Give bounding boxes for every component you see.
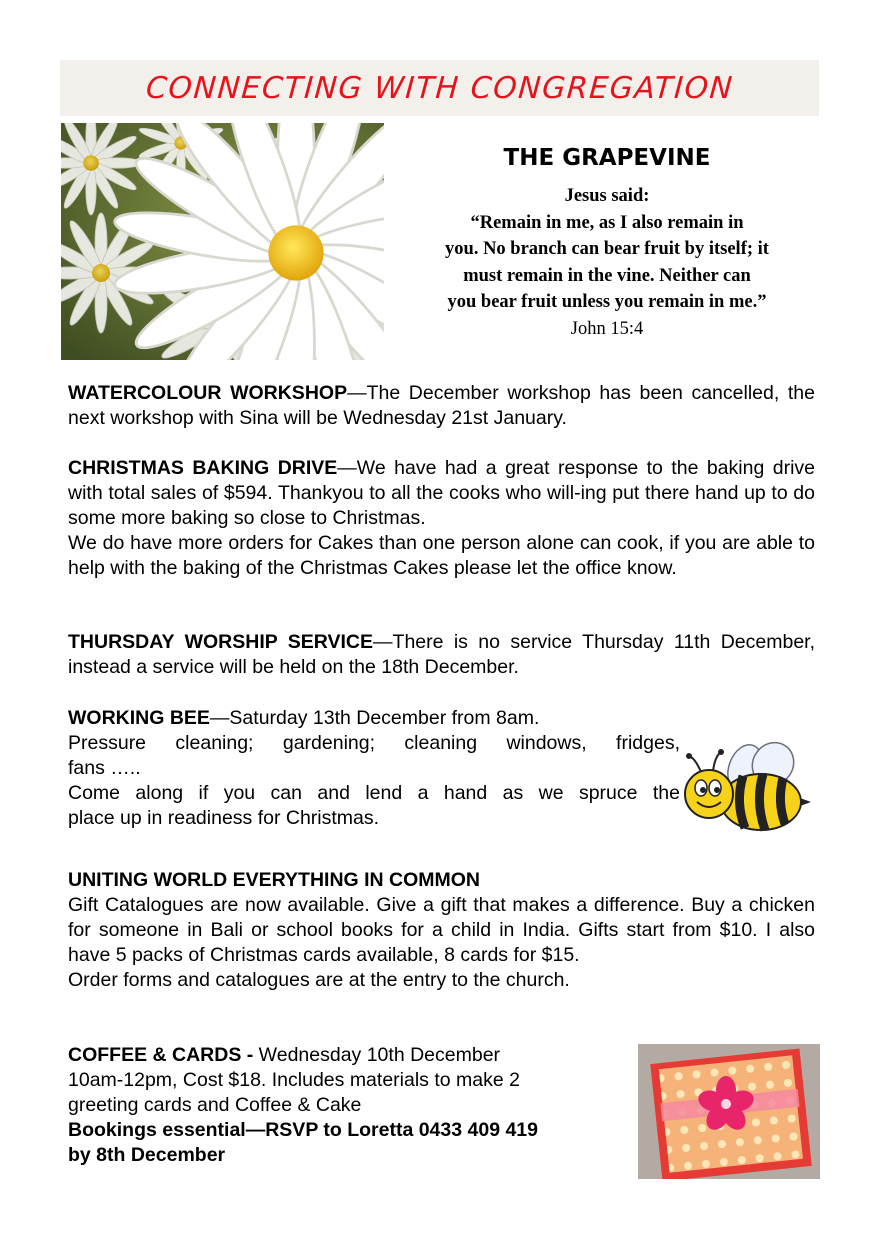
greeting-card-image bbox=[638, 1044, 820, 1179]
coffee-line: Wednesday 10th December bbox=[258, 1044, 501, 1066]
watercolour-heading: WATERCOLOUR WORKSHOP bbox=[68, 382, 348, 404]
grapevine-title: THE GRAPEVINE bbox=[503, 145, 711, 171]
thursday-section bbox=[68, 630, 815, 680]
watercolour-body: —The December workshop has been cancelled, the next workshop with Sina will be Wednesday 21st January. bbox=[68, 382, 815, 429]
scripture-line: you bear fruit unless you remain in me.” bbox=[447, 292, 767, 312]
daisy-image bbox=[61, 123, 384, 360]
grapevine-section bbox=[398, 145, 816, 342]
coffee-deadline: by 8th December bbox=[68, 1144, 226, 1166]
bee-icon bbox=[683, 740, 815, 836]
baking-heading: CHRISTMAS BAKING DRIVE bbox=[68, 457, 338, 479]
scripture-line: “Remain in me, as I also remain in bbox=[470, 212, 744, 233]
coffee-section bbox=[68, 1043, 638, 1168]
greeting-card-photo bbox=[638, 1044, 820, 1179]
scripture-intro: Jesus said: bbox=[564, 186, 650, 206]
working-bee-section bbox=[68, 706, 680, 831]
working-bee-heading: WORKING BEE bbox=[68, 707, 210, 729]
coffee-heading: COFFEE & CARDS - bbox=[68, 1044, 259, 1066]
uniting-heading: UNITING WORLD EVERYTHING IN COMMON bbox=[68, 869, 481, 891]
baking-section bbox=[68, 456, 815, 581]
uniting-body: Gift Catalogues are now available. Give a gift that makes a difference. Buy a chicken for someone in Bali or school books for a child in India. Gifts start from $10. I also have 5 packs of Christmas cards available, 8 cards for $15. bbox=[68, 894, 815, 966]
working-bee-line: fans ….. bbox=[68, 757, 141, 779]
baking-body-2: We do have more orders for Cakes than one person alone can cook, if you are able to help with the baking of the Christmas Cakes please let the office know. bbox=[68, 532, 815, 579]
working-bee-line: —Saturday 13th December from 8am. bbox=[209, 707, 540, 729]
coffee-booking: Bookings essential—RSVP to Loretta 0433 409 419 bbox=[68, 1119, 538, 1141]
thursday-heading: THURSDAY WORSHIP SERVICE bbox=[68, 631, 374, 653]
uniting-body-2: Order forms and catalogues are at the entry to the church. bbox=[68, 969, 570, 991]
coffee-line: 10am-12pm, Cost $18. Includes materials to make 2 bbox=[68, 1069, 520, 1091]
thursday-body: —There is no service Thursday 11th December, instead a service will be held on the 18th December. bbox=[68, 631, 815, 678]
baking-body: —We have had a great response to the baking drive with total sales of $594. Thankyou to all the cooks who will-ing put there hand up to do some more baking so close to Christmas. bbox=[68, 457, 815, 529]
uniting-section bbox=[68, 868, 815, 993]
working-bee-line: Pressure cleaning; gardening; cleaning windows, fridges, bbox=[68, 732, 680, 754]
scripture-line: you. No branch can bear fruit by itself; it bbox=[445, 239, 769, 259]
scripture-line: must remain in the vine. Neither can bbox=[463, 265, 751, 286]
working-bee-line: place up in readiness for Christmas. bbox=[68, 807, 380, 829]
watercolour-section bbox=[68, 381, 815, 431]
page-title: CONNECTING WITH CONGREGATION bbox=[144, 70, 735, 106]
coffee-line: greeting cards and Coffee & Cake bbox=[68, 1094, 362, 1116]
working-bee-line: Come along if you can and lend a hand as we spruce the bbox=[68, 782, 680, 804]
bee-illustration bbox=[683, 740, 815, 836]
daisy-photo bbox=[61, 123, 384, 360]
scripture-reference: John 15:4 bbox=[570, 318, 644, 339]
header-banner bbox=[60, 60, 819, 116]
